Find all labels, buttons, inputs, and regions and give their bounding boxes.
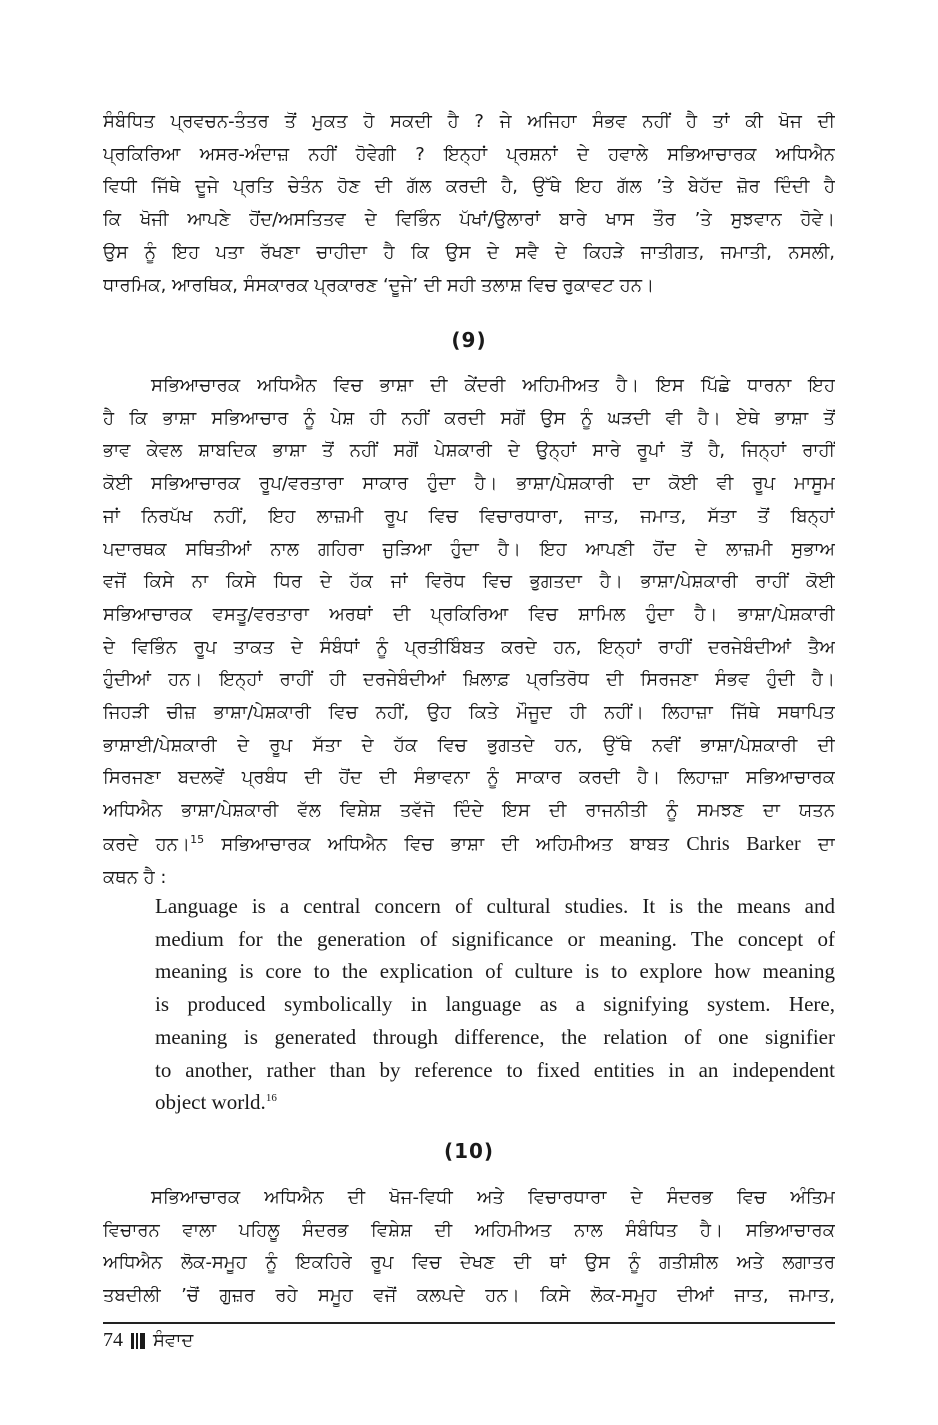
text-line: ਸਭਿਆਚਾਰਕ ਅਧਿਐਨ ਵਿਚ ਭਾਸ਼ਾ ਦੀ ਕੇਂਦਰੀ ਅਹਿਮੀਅਤ ਹੈ। ਇਸ ਪਿੱਛੇ ਧਾਰਨਾ ਇਹ (151, 375, 835, 396)
text-line: ਭਾਸ਼ਾਈ/ਪੇਸ਼ਕਾਰੀ ਦੇ ਰੂਪ ਸੱਤਾ ਦੇ ਹੱਕ ਵਿਚ ਭੁਗਤਦੇ ਹਨ, ਉੱਥੇ ਨਵੀਂ ਭਾਸ਼ਾ/ਪੇਸ਼ਕਾਰੀ ਦੀ (103, 734, 835, 756)
text-line: ਤਬਦੀਲੀ ’ਚੋਂ ਗੁਜ਼ਰ ਰਹੇ ਸਮੂਹ ਵਜੋਂ ਕਲਪਦੇ ਹਨ। ਕਿਸੇ ਲੋਕ-ਸਮੂਹ ਦੀਆਂ ਜਾਤ, ਜਮਾਤ, (103, 1285, 835, 1307)
footer-divider (103, 1322, 835, 1324)
text-line: ਹੈ ਕਿ ਭਾਸ਼ਾ ਸਭਿਆਚਾਰ ਨੂੰ ਪੇਸ਼ ਹੀ ਨਹੀਂ ਕਰਦੀ ਸਗੋਂ ਉਸ ਨੂੰ ਘੜਦੀ ਵੀ ਹੈ। ਏਥੇ ਭਾਸ਼ਾ ਤੋਂ (103, 407, 835, 429)
text-line: ਦੇ ਵਿਭਿੰਨ ਰੂਪ ਤਾਕਤ ਦੇ ਸੰਬੰਧਾਂ ਨੂੰ ਪ੍ਰਤੀਬਿੰਬਤ ਕਰਦੇ ਹਨ, ਇਨ੍ਹਾਂ ਰਾਹੀਂ ਦਰਜੇਬੰਦੀਆਂ ਤੈਅ (103, 636, 835, 658)
text-fragment: ਸਭਿਆਚਾਰਕ ਅਧਿਐਨ ਵਿਚ ਭਾਸ਼ਾ ਦੀ ਅਹਿਮੀਅਤ ਬਾਬਤ (204, 833, 687, 855)
quote-line: medium for the generation of significance or meaning. The concept of (155, 926, 835, 951)
quote-line: to another, rather than by reference to fixed entities in an independent (155, 1057, 835, 1082)
text-fragment: ਕਰਦੇ ਹਨ। (103, 833, 191, 855)
paragraph-section-9 (103, 370, 835, 894)
text-line: ਸਭਿਆਚਾਰਕ ਵਸਤੂ/ਵਰਤਾਰਾ ਅਰਥਾਂ ਦੀ ਪ੍ਰਕਿਰਿਆ ਵਿਚ ਸ਼ਾਮਿਲ ਹੁੰਦਾ ਹੈ। ਭਾਸ਼ਾ/ਪੇਸ਼ਕਾਰੀ (103, 603, 835, 625)
journal-bars-icon (131, 1333, 145, 1349)
text-line: ਅਧਿਐਨ ਭਾਸ਼ਾ/ਪੇਸ਼ਕਾਰੀ ਵੱਲ ਵਿਸ਼ੇਸ਼ ਤਵੱਜੋ ਦਿੰਦੇ ਇਸ ਦੀ ਰਾਜਨੀਤੀ ਨੂੰ ਸਮਝਣ ਦਾ ਯਤਨ (103, 800, 835, 822)
page-footer (103, 1329, 193, 1352)
quote-line: is produced symbolically in language as a signifying system. Here, (155, 992, 835, 1017)
text-line: ਭਾਵ ਕੇਵਲ ਸ਼ਾਬਦਿਕ ਭਾਸ਼ਾ ਤੋਂ ਨਹੀਂ ਸਗੋਂ ਪੇਸ਼ਕਾਰੀ ਦੇ ਉਨ੍ਹਾਂ ਸਾਰੇ ਰੂਪਾਂ ਤੋਂ ਹੈ, ਜਿਨ੍ਹਾਂ ਰਾਹੀਂ (103, 440, 835, 462)
text-line: ਕੋਈ ਸਭਿਆਚਾਰਕ ਰੂਪ/ਵਰਤਾਰਾ ਸਾਕਾਰ ਹੁੰਦਾ ਹੈ। ਭਾਸ਼ਾ/ਪੇਸ਼ਕਾਰੀ ਦਾ ਕੋਈ ਵੀ ਰੂਪ ਮਾਸੂਮ (103, 473, 835, 495)
page-number: 74 (103, 1329, 123, 1351)
quote-line: Language is a central concern of cultural studies. It is the means and (155, 894, 835, 918)
text-line: ਸਭਿਆਚਾਰਕ ਅਧਿਐਨ ਦੀ ਖੋਜ-ਵਿਧੀ ਅਤੇ ਵਿਚਾਰਧਾਰਾ ਦੇ ਸੰਦਰਭ ਵਿਚ ਅੰਤਿਮ (151, 1187, 835, 1208)
footnote-ref-16[interactable]: 16 (265, 1092, 277, 1105)
text-line: ਪ੍ਰਕਿਰਿਆ ਅਸਰ-ਅੰਦਾਜ਼ ਨਹੀਂ ਹੋਵੇਗੀ ? ਇਨ੍ਹਾਂ ਪ੍ਰਸ਼ਨਾਂ ਦੇ ਹਵਾਲੇ ਸਭਿਆਚਾਰਕ ਅਧਿਐਨ (103, 143, 835, 165)
text-line (103, 828, 835, 862)
text-line: ਸੰਬੰਧਿਤ ਪ੍ਰਵਚਨ-ਤੰਤਰ ਤੋਂ ਮੁਕਤ ਹੋ ਸਕਦੀ ਹੈ ? ਜੇ ਅਜਿਹਾ ਸੰਭਵ ਨਹੀਂ ਹੈ ਤਾਂ ਕੀ ਖੋਜ ਦੀ (103, 111, 835, 132)
text-line: ਕਿ ਖੋਜੀ ਆਪਣੇ ਹੋਂਦ/ਅਸਤਿਤਵ ਦੇ ਵਿਭਿੰਨ ਪੱਖਾਂ/ਉਲਾਰਾਂ ਬਾਰੇ ਖਾਸ ਤੌਰ ’ਤੇ ਸੁਝਵਾਨ ਹੋਵੇ। (103, 209, 835, 231)
text-line: ਹੁੰਦੀਆਂ ਹਨ। ਇਨ੍ਹਾਂ ਰਾਹੀਂ ਹੀ ਦਰਜੇਬੰਦੀਆਂ ਖ਼ਿਲਾਫ਼ ਪ੍ਰਤਿਰੋਧ ਦੀ ਸਿਰਜਣਾ ਸੰਭਵ ਹੁੰਦੀ ਹੈ। (103, 669, 835, 691)
text-line: ਸਿਰਜਣਾ ਬਦਲਵੇਂ ਪ੍ਰਬੰਧ ਦੀ ਹੋਂਦ ਦੀ ਸੰਭਾਵਨਾ ਨੂੰ ਸਾਕਾਰ ਕਰਦੀ ਹੈ। ਲਿਹਾਜ਼ਾ ਸਭਿਆਚਾਰਕ (103, 767, 835, 789)
quote-line: meaning is generated through difference, the relation of one signifier (155, 1024, 835, 1049)
text-line: ਜਿਹੜੀ ਚੀਜ਼ ਭਾਸ਼ਾ/ਪੇਸ਼ਕਾਰੀ ਵਿਚ ਨਹੀਂ, ਉਹ ਕਿਤੇ ਮੌਜੂਦ ਹੀ ਨਹੀਂ। ਲਿਹਾਜ਼ਾ ਜਿੱਥੇ ਸਥਾਪਿਤ (103, 702, 835, 724)
block-quote (155, 890, 835, 1119)
footnote-ref-15[interactable]: 15 (190, 832, 205, 846)
author-name: Chris Barker (686, 832, 801, 855)
paragraph-continuation (103, 106, 835, 302)
paragraph-section-10 (103, 1182, 835, 1313)
text-line: ਵਿਧੀ ਜਿੱਥੇ ਦੂਜੇ ਪ੍ਰਤਿ ਚੇਤੰਨ ਹੋਣ ਦੀ ਗੱਲ ਕਰਦੀ ਹੈ, ਉੱਥੇ ਇਹ ਗੱਲ ’ਤੇ ਬੇਹੱਦ ਜ਼ੋਰ ਦਿੰਦੀ ਹੈ (103, 176, 835, 198)
quote-line: meaning is core to the explication of culture is to explore how meaning (155, 959, 835, 984)
text-line: ਅਧਿਐਨ ਲੋਕ-ਸਮੂਹ ਨੂੰ ਇਕਹਿਰੇ ਰੂਪ ਵਿਚ ਦੇਖਣ ਦੀ ਥਾਂ ਉਸ ਨੂੰ ਗਤੀਸ਼ੀਲ ਅਤੇ ਲਗਾਤਰ (103, 1252, 835, 1274)
journal-name: ਸੰਵਾਦ (153, 1330, 194, 1351)
section-heading-10: (10) (443, 1139, 495, 1163)
text-line: ਪਦਾਰਥਕ ਸਥਿਤੀਆਂ ਨਾਲ ਗਹਿਰਾ ਜੁੜਿਆ ਹੁੰਦਾ ਹੈ। ਇਹ ਆਪਣੀ ਹੋਂਦ ਦੇ ਲਾਜ਼ਮੀ ਸੁਭਾਅ (103, 538, 835, 560)
text-line: ਜਾਂ ਨਿਰਪੱਖ ਨਹੀਂ, ਇਹ ਲਾਜ਼ਮੀ ਰੂਪ ਵਿਚ ਵਿਚਾਰਧਾਰਾ, ਜਾਤ, ਜਮਾਤ, ਸੱਤਾ ਤੋਂ ਬਿਨ੍ਹਾਂ (103, 505, 835, 527)
text-fragment: object world. (155, 1090, 266, 1115)
text-fragment: ਦਾ (800, 833, 835, 855)
section-heading-9: (9) (451, 328, 487, 352)
quote-line (155, 1086, 835, 1119)
text-line: ਕਥਨ ਹੈ : (103, 866, 167, 888)
text-line: ਧਾਰਮਿਕ, ਆਰਥਿਕ, ਸੰਸਕਾਰਕ ਪ੍ਰਕਾਰਣ ‘ਦੂਜੇ’ ਦੀ ਸਹੀ ਤਲਾਸ਼ ਵਿਚ ਰੁਕਾਵਟ ਹਨ। (103, 274, 655, 296)
text-line: ਵਜੋਂ ਕਿਸੇ ਨਾ ਕਿਸੇ ਧਿਰ ਦੇ ਹੱਕ ਜਾਂ ਵਿਰੋਧ ਵਿਚ ਭੁਗਤਦਾ ਹੈ। ਭਾਸ਼ਾ/ਪੇਸ਼ਕਾਰੀ ਰਾਹੀਂ ਕੋਈ (103, 571, 835, 593)
text-line: ਉਸ ਨੂੰ ਇਹ ਪਤਾ ਰੱਖਣਾ ਚਾਹੀਦਾ ਹੈ ਕਿ ਉਸ ਦੇ ਸਵੈ ਦੇ ਕਿਹੜੇ ਜਾਤੀਗਤ, ਜਮਾਤੀ, ਨਸਲੀ, (103, 241, 835, 263)
text-line: ਵਿਚਾਰਨ ਵਾਲਾ ਪਹਿਲੂ ਸੰਦਰਭ ਵਿਸ਼ੇਸ਼ ਦੀ ਅਹਿਮੀਅਤ ਨਾਲ ਸੰਬੰਧਿਤ ਹੈ। ਸਭਿਆਚਾਰਕ (103, 1219, 835, 1241)
